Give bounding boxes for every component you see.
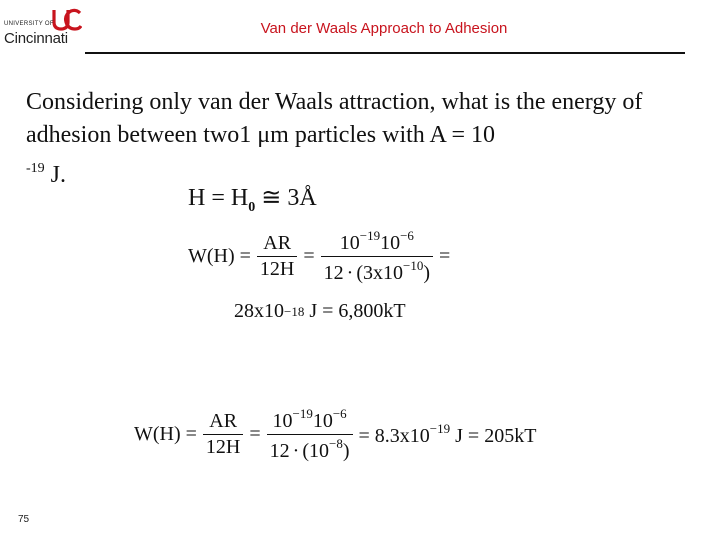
eq1-fraction-ar bbox=[257, 232, 297, 281]
eq3-rhs-exp: −19 bbox=[429, 421, 451, 436]
eq3-rhs-a: = 8.3x10 bbox=[358, 425, 430, 447]
page-number: 75 bbox=[18, 514, 30, 525]
eq3-fraction-ar bbox=[203, 410, 243, 459]
question-text bbox=[26, 86, 706, 192]
question-part1: Considering only van der Waals attraction, what is the energy of adhesion between two1 bbox=[26, 89, 643, 148]
question-end: J. bbox=[50, 162, 67, 188]
eq3-equals: = bbox=[249, 423, 261, 445]
eq1-num-b: 10 bbox=[380, 232, 401, 254]
eq1-f1-numerator: AR bbox=[263, 232, 292, 254]
equation-2 bbox=[234, 300, 406, 323]
h-lhs: H = H bbox=[188, 185, 249, 211]
eq3-fraction-values bbox=[267, 406, 353, 463]
mu-symbol: μ bbox=[257, 122, 271, 148]
eq3-f2-numerator bbox=[269, 406, 349, 434]
eq1-f2-denominator bbox=[321, 256, 433, 285]
eq3-f2-denominator bbox=[267, 434, 353, 463]
eq1-den-c: ) bbox=[423, 262, 431, 284]
eq3-den-b: (10 bbox=[302, 440, 329, 462]
equation-3 bbox=[134, 406, 536, 463]
eq3-lhs: W(H) = bbox=[134, 423, 197, 445]
header-divider bbox=[85, 52, 685, 54]
eq3-num-a-exp: −19 bbox=[292, 406, 313, 421]
eq1-fraction-values bbox=[321, 228, 433, 285]
eq1-equals: = bbox=[303, 245, 315, 267]
logo-line-cincinnati: Cincinnati bbox=[4, 30, 68, 47]
eq3-den-b-exp: −8 bbox=[329, 436, 343, 451]
h-subscript: 0 bbox=[248, 199, 256, 215]
eq2-b: J = 6,800kT bbox=[304, 300, 406, 322]
eq1-num-b-exp: −6 bbox=[400, 228, 414, 243]
eq2-a: 28x10 bbox=[234, 300, 284, 322]
slide-title bbox=[0, 20, 720, 37]
eq3-num-b-exp: −6 bbox=[332, 406, 347, 421]
eq1-f2-numerator bbox=[337, 228, 417, 256]
separation-distance bbox=[188, 183, 317, 216]
eq3-f1-denominator: 12H bbox=[203, 434, 243, 459]
eq3-result bbox=[359, 421, 537, 448]
eq1-num-a: 10 bbox=[339, 232, 360, 254]
question-part2: m particles with A = 10 bbox=[270, 122, 496, 148]
eq1-den-b-exp: −10 bbox=[403, 258, 424, 273]
eq3-den-c: ) bbox=[342, 440, 350, 462]
eq3-rhs-b: J = 205kT bbox=[450, 425, 537, 447]
eq3-f1-numerator: AR bbox=[209, 410, 238, 432]
logo-line-university-of: UNIVERSITY OF bbox=[4, 21, 54, 27]
slide-title-text: Van der Waals Approach to Adhesion bbox=[260, 20, 508, 37]
eq1-f1-denominator: 12H bbox=[257, 256, 297, 281]
question-exponent: -19 bbox=[26, 161, 45, 176]
equation-1 bbox=[188, 228, 450, 285]
eq3-num-b: 10 bbox=[312, 410, 333, 432]
eq1-trailing-equals: = bbox=[439, 245, 451, 267]
eq1-den-a: 12 bbox=[323, 262, 344, 284]
eq1-den-dot: · bbox=[346, 262, 354, 284]
h-rhs: ≅ 3Å bbox=[255, 185, 317, 211]
eq1-lhs: W(H) = bbox=[188, 245, 251, 267]
eq2-a-exp: −18 bbox=[284, 303, 305, 319]
eq3-den-dot: · bbox=[292, 440, 300, 462]
eq1-den-b: (3x10 bbox=[356, 262, 403, 284]
eq3-num-a: 10 bbox=[272, 410, 293, 432]
eq1-num-a-exp: −19 bbox=[359, 228, 381, 243]
eq3-den-a: 12 bbox=[269, 440, 290, 462]
